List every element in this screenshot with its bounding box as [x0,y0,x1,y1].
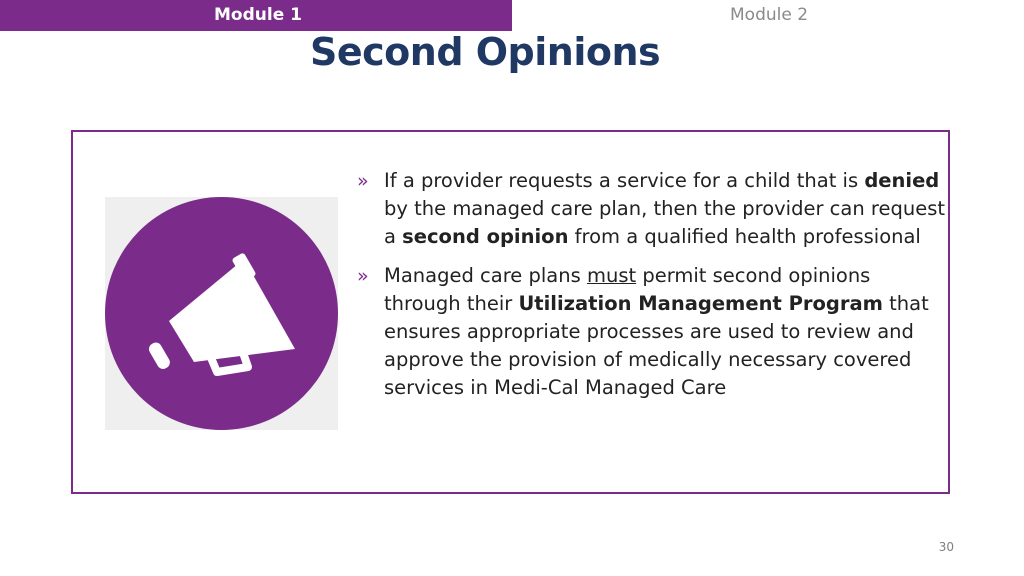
bullet-emphasis: denied [864,169,940,192]
page-title: Second Opinions [310,30,661,74]
tab-module-1[interactable] [0,0,512,31]
bullet-text-part: If a provider requests a service for a child that is [384,169,859,192]
list-item [356,262,946,402]
bullet-text-part: by the managed care plan, then the provider can request a [384,197,946,248]
tab-module-2-label: Module 2 [730,5,809,25]
bullet-list [356,167,946,413]
bullet-text-part: Managed care plans [384,264,581,287]
bullet-emphasis: Utilization Management Program [518,292,883,315]
tab-module-1-label: Module 1 [214,5,302,25]
page-number: 30 [938,540,954,554]
bullet-marker: » [357,265,369,287]
bullet-text-part: that ensures appropriate processes are used to review and approve the provision of medically necessary covered services in Medi-Cal Managed Care [384,292,929,399]
icon-circle [105,197,338,430]
bullet-text-part: permit second opinions through their [384,264,871,315]
bullet-underline: must [586,264,637,287]
list-item [356,167,946,251]
bullet-emphasis: second opinion [402,225,569,248]
tab-module-2[interactable] [730,0,808,31]
bullet-text [384,169,945,248]
bullet-marker: » [357,170,369,192]
bullet-text [384,264,929,399]
icon-background [105,197,338,430]
bullet-text-part: from a qualified health professional [574,225,921,248]
megaphone-icon [105,197,338,430]
